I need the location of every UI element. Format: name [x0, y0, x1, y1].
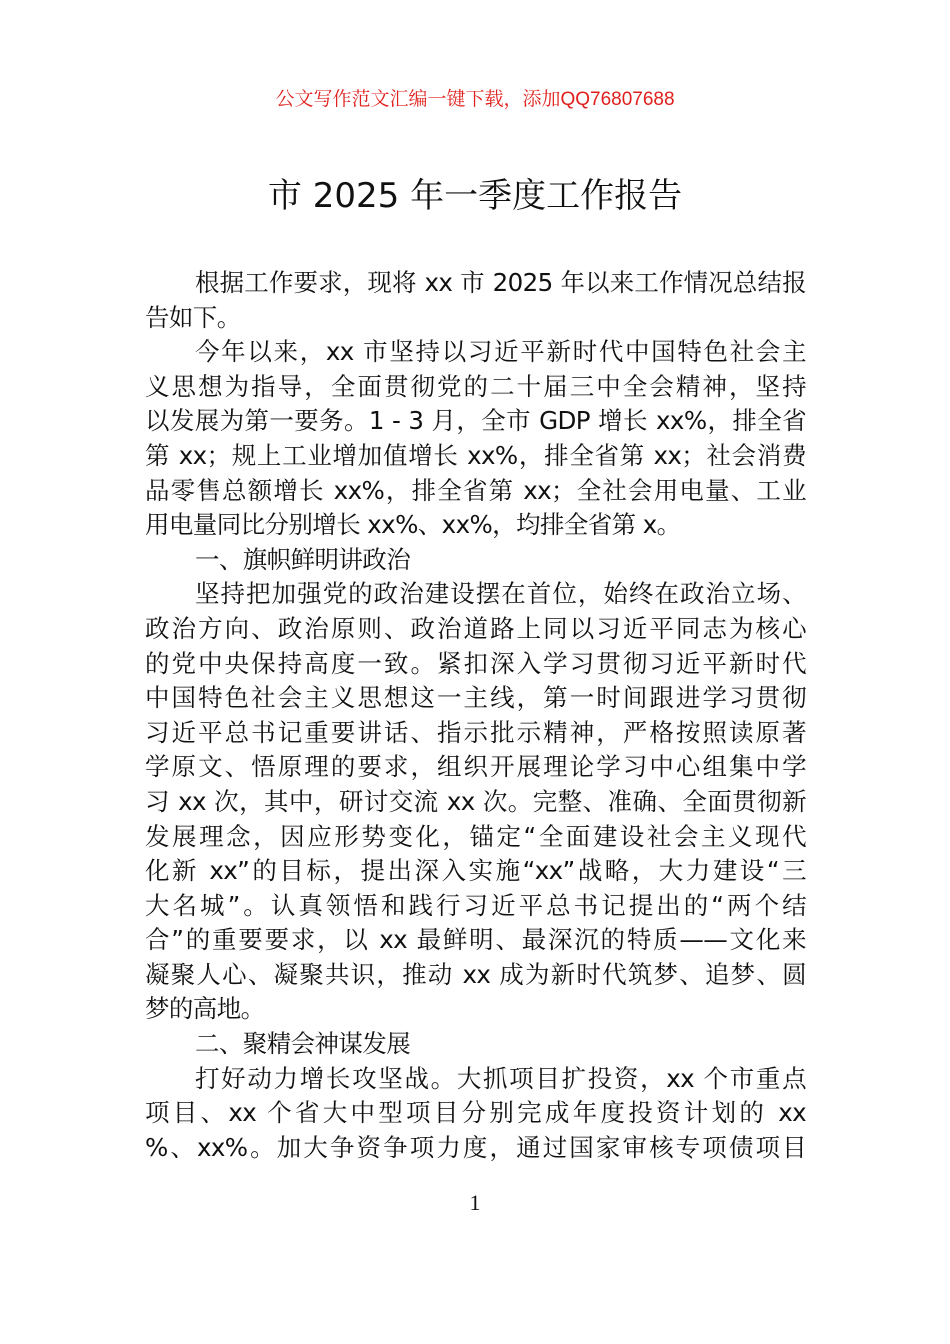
text-line: 的党中央保持高度一致。紧扣深入学习贯彻习近平新时代	[145, 648, 806, 678]
text-line: 告如下。	[145, 302, 241, 332]
text-line: 化新 xx”的目标，提出深入实施“xx”战略，大力建设“三	[145, 856, 806, 886]
text-line: 项目、xx 个省大中型项目分别完成年度投资计划的 xx	[145, 1098, 806, 1128]
text-line: 习 xx 次，其中，研讨交流 xx 次。完整、准确、全面贯彻新	[145, 786, 806, 816]
text-line: 以发展为第一要务。1 - 3 月，全市 GDP 增长 xx%，排全省	[145, 406, 806, 436]
text-line: 凝聚人心、凝聚共识，推动 xx 成为新时代筑梦、追梦、圆	[145, 959, 806, 989]
text-line: 用电量同比分别增长 xx%、xx%，均排全省第 x。	[145, 510, 681, 540]
text-line: 梦的高地。	[145, 994, 265, 1024]
text-line: 打好动力增长攻坚战。大抓项目扩投资，xx 个市重点	[195, 1063, 806, 1093]
text-line: 二、聚精会神谋发展	[195, 1029, 411, 1059]
text-line: 合”的重要要求，以 xx 最鲜明、最深沉的特质——文化来	[145, 925, 806, 955]
text-line: 今年以来，xx 市坚持以习近平新时代中国特色社会主	[195, 337, 806, 367]
page-number: 1	[469, 1190, 481, 1215]
paragraph	[145, 577, 806, 1027]
text-line: 坚持把加强党的政治建设摆在首位，始终在政治立场、	[195, 579, 806, 609]
text-line: 大名城”。认真领悟和践行习近平总书记提出的“两个结	[145, 890, 806, 920]
text-line: 学原文、悟原理的要求，组织开展理论学习中心组集中学	[145, 752, 806, 782]
text-line: 一、旗帜鲜明讲政治	[195, 544, 411, 574]
text-line: 义思想为指导，全面贯彻党的二十届三中全会精神，坚持	[145, 371, 806, 401]
text-line: 第 xx；规上工业增加值增长 xx%，排全省第 xx；社会消费	[145, 440, 806, 470]
section-heading	[145, 543, 806, 578]
document-body	[145, 266, 806, 1165]
paragraph	[145, 266, 806, 335]
text-line: %、xx%。加大争资争项力度，通过国家审核专项债项目	[145, 1132, 806, 1162]
text-line: 根据工作要求，现将 xx 市 2025 年以来工作情况总结报	[195, 268, 806, 297]
paragraph	[145, 335, 806, 543]
text-line: 习近平总书记重要讲话、指示批示精神，严格按照读原著	[145, 717, 806, 747]
document-title: 市 2025 年一季度工作报告	[267, 176, 683, 216]
text-line: 品零售总额增长 xx%，排全省第 xx；全社会用电量、工业	[145, 475, 806, 505]
section-heading	[145, 1027, 806, 1062]
text-line: 政治方向、政治原则、政治道路上同以习近平同志为核心	[145, 613, 806, 643]
paragraph	[145, 1062, 806, 1166]
download-banner: 公文写作范文汇编一键下载，添加QQ76807688	[275, 89, 675, 110]
text-line: 发展理念，因应形势变化，锚定“全面建设社会主义现代	[145, 821, 806, 851]
text-line: 中国特色社会主义思想这一主线，第一时间跟进学习贯彻	[145, 683, 806, 713]
